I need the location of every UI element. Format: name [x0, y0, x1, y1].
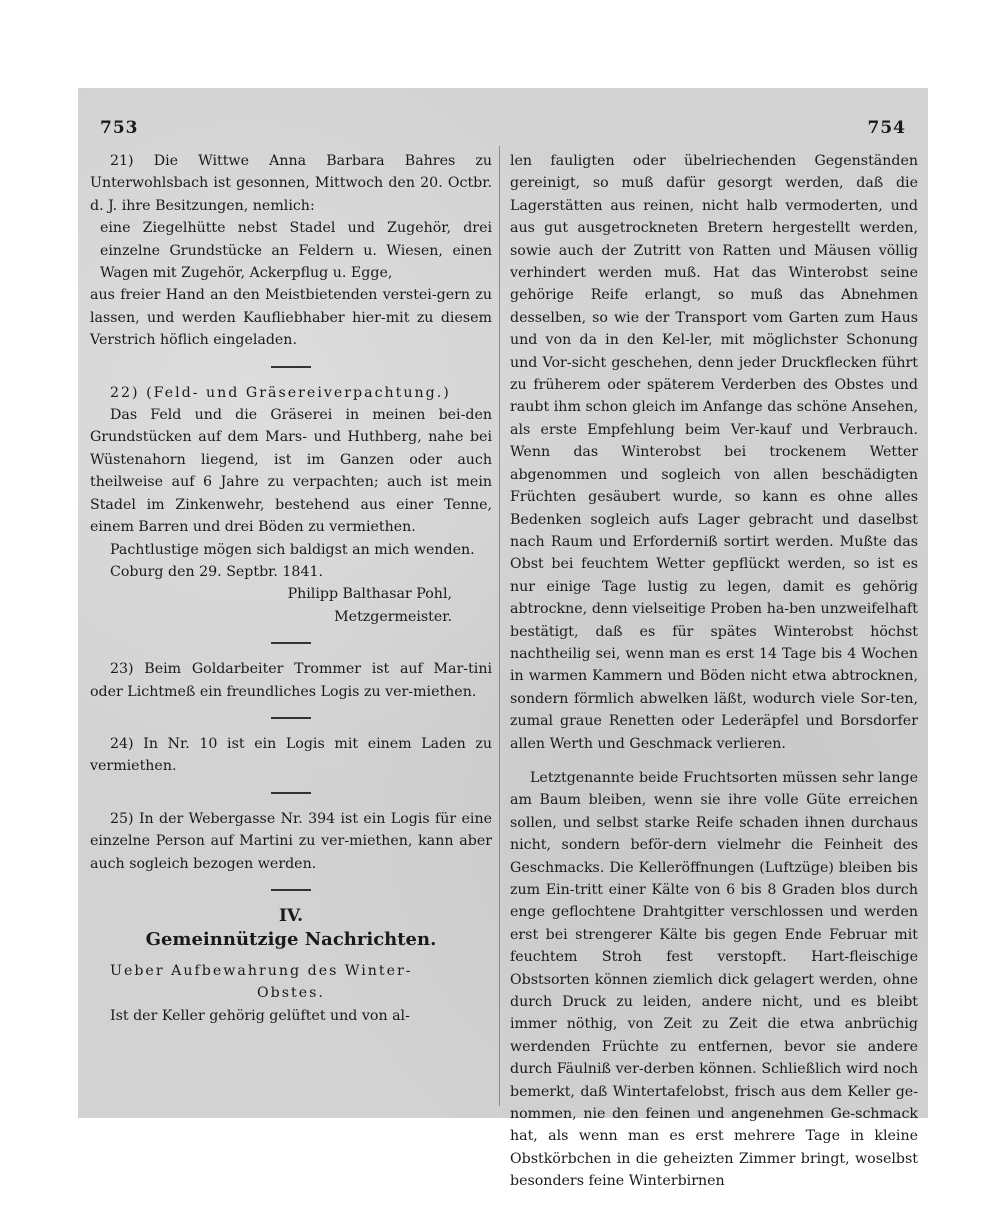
ad-22-invite: Pachtlustige mögen sich baldigst an mich wenden.: [110, 541, 475, 558]
article-start: Ist der Keller gehörig gelüftet und von al-: [110, 1007, 410, 1024]
ad-22-signature-name: Philipp Balthasar Pohl,: [287, 586, 452, 603]
page-number-left: 753: [100, 118, 139, 138]
article-title-line-1: Ueber Aufbewahrung des Winter-: [110, 962, 413, 979]
column-divider: [499, 146, 500, 1106]
left-column: [90, 150, 492, 1027]
section-number: IV.: [278, 905, 304, 926]
ad-22-signature-title: Metzgermeister.: [334, 608, 452, 625]
separator-rule: [271, 792, 311, 794]
separator-rule: [271, 366, 311, 368]
article-title-line-2: Obstes.: [257, 985, 325, 1002]
article-paragraph-2: Letztgenannte beide Fruchtsorten müssen sehr lange am Baum bleiben, wenn sie ihre volle Güte erreichen sollen, und selbst starke Reife schaden ihnen durchaus nicht, sondern beför-dern vielmehr die Feinheit des Geschmacks. Die Kelleröffnungen (Luftzüge) bleiben bis zum Ein-tritt einer Kälte von 6 bis 8 Graden blos durch enge geflochtene Drahtgitter verschlossen und werden erst bei strengerer Kälte bis gegen Ende Februar mit feuchtem Stroh fest verstopft. Hart-fleischige Obstsorten können ziemlich dick gelagert werden, ohne durch Druck zu leiden, andere nicht, und es bleibt immer nöthig, von Zeit zu Zeit die etwa anbrüchig werdenden Früchte zu entfernen, bevor sie andere durch Fäulniß ver-derben können. Schließlich wird noch bemerkt, daß Wintertafelobst, frisch aus dem Keller ge-nommen, nie den feinen und angenehmen Ge-schmack hat, als wenn man es erst mehrere Tage in kleine Obstkörbchen in die geheizten Zimmer bringt, woselbst besonders feine Winterbirnen: [510, 769, 918, 1190]
ad-22-title: 22) (Feld- und Gräsereiverpachtung.): [110, 384, 451, 401]
right-column: [510, 150, 918, 1193]
ad-21-items: eine Ziegelhütte nebst Stadel und Zugehör, drei einzelne Grundstücke an Feldern u. Wiesen, einen Wagen mit Zugehör, Ackerpflug u. Egge,: [100, 220, 492, 282]
ad-24: 24) In Nr. 10 ist ein Logis mit einem Laden zu vermiethen.: [90, 735, 492, 775]
ad-21-intro: 21) Die Wittwe Anna Barbara Bahres zu Unterwohlsbach ist gesonnen, Mittwoch den 20. Octbr. d. J. ihre Besitzungen, nemlich:: [90, 153, 492, 214]
article-paragraph-1: len fauligten oder übelriechenden Gegenständen gereinigt, so muß dafür gesorgt werden, daß die Lagerstätten aus reinen, nicht halb vermoderten, und aus gut ausgetrockneten Bretern hergestellt werden, sowie auch der Zutritt von Ratten und Mäusen völlig verhindert werden muß. Hat das Winterobst seine gehörige Reife erlangt, so muß das Abnehmen desselben, so wie der Transport vom Garten zum Haus und von da in den Kel-ler, mit möglichster Schonung und Vor-sicht geschehen, denn jeder Druckflecken führt zu früherem oder späterem Verderben des Obstes und raubt ihm schon gleich im Anfange das schöne Ansehen, als erste Empfehlung beim Ver-kauf und Verbrauch. Wenn das Winterobst bei trockenem Wetter abgenommen und sogleich von allen beschädigten Früchten gesäubert wurde, so kann es ohne alles Bedenken sogleich aufs Lager gebracht und daselbst nach Raum und Erforderniß sortirt werden. Mußte das Obst bei feuchtem Wetter gepflückt werden, so ist es nur einige Tage lustig zu legen, damit es gehörig abtrockne, denn vielseitige Proben ha-ben unzweifelhaft bestätigt, daß es für spätes Winterobst höchst nachtheilig sei, wenn man es erst 14 Tage bis 4 Wochen in warmen Kammern und Böden nicht etwa abtrocknen, sondern förmlich abwelken läßt, wodurch viele Sor-ten, zumal graue Renetten oder Lederäpfel und Borsdorfer allen Werth und Geschmack verlieren.: [510, 153, 918, 752]
ad-22-body: Das Feld und die Gräserei in meinen bei-den Grundstücken auf dem Mars- und Huthberg, nahe bei Wüstenahorn liegend, ist im Ganzen oder auch theilweise auf 6 Jahre zu verpachten; auch ist mein Stadel im Zinkenwehr, bestehend aus einer Tenne, einem Barren und drei Böden zu vermiethen.: [90, 407, 492, 536]
separator-rule: [271, 889, 311, 891]
ad-22-date: Coburg den 29. Septbr. 1841.: [110, 563, 324, 580]
newspaper-page: [78, 88, 928, 1190]
separator-rule: [271, 642, 311, 644]
ad-25: 25) In der Webergasse Nr. 394 ist ein Logis für eine einzelne Person auf Martini zu ver-miethen, kann aber auch sogleich bezogen werden.: [90, 810, 492, 872]
ad-21-outro: aus freier Hand an den Meistbietenden verstei-gern zu lassen, und werden Kaufliebhaber hier-mit zu diesem Verstrich höflich eingeladen.: [90, 287, 492, 349]
page-number-right: 754: [867, 118, 906, 138]
ad-23: 23) Beim Goldarbeiter Trommer ist auf Mar-tini oder Lichtmeß ein freundliches Logis zu ver-miethen.: [90, 661, 492, 700]
section-title: Gemeinnützige Nachrichten.: [145, 929, 437, 951]
separator-rule: [271, 717, 311, 719]
